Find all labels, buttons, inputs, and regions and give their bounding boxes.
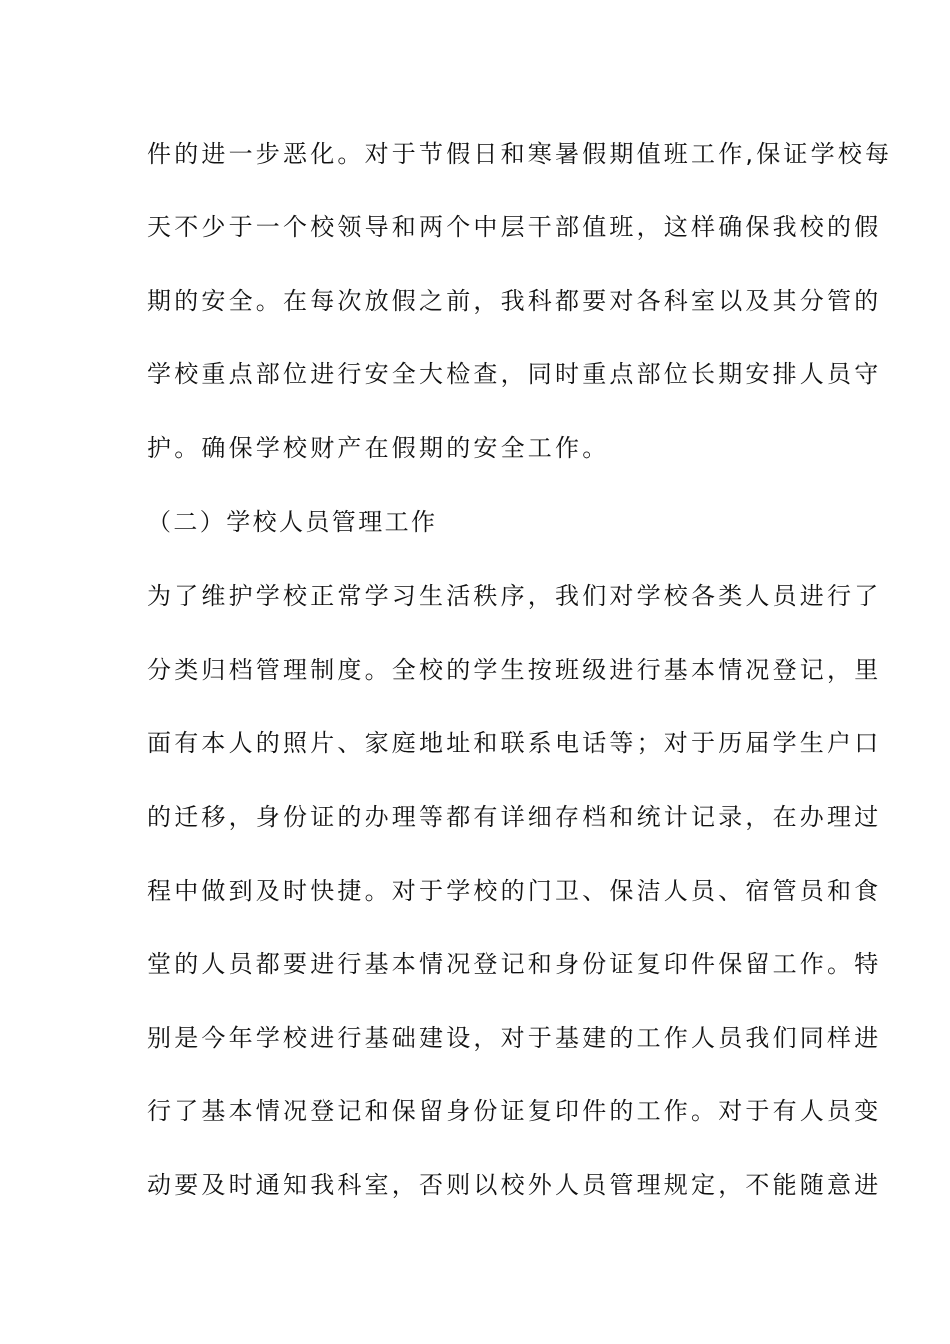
paragraph-line: 件的进一步恶化。对于节假日和寒暑假期值班工作,保证学校每	[147, 140, 893, 168]
paragraph-line: 行了基本情况登记和保留身份证复印件的工作。对于有人员变	[147, 1097, 882, 1125]
paragraph-line: 分类归档管理制度。全校的学生按班级进行基本情况登记，里	[147, 656, 882, 684]
paragraph-line: 护。确保学校财产在假期的安全工作。	[147, 434, 610, 462]
section-heading: （二）学校人员管理工作	[147, 508, 438, 536]
paragraph-line: 堂的人员都要进行基本情况登记和身份证复印件保留工作。特	[147, 950, 882, 978]
paragraph-line: 学校重点部位进行安全大检查，同时重点部位长期安排人员守	[147, 360, 882, 388]
paragraph-line: 天不少于一个校领导和两个中层干部值班，这样确保我校的假	[147, 213, 882, 241]
paragraph-line: 别是今年学校进行基础建设，对于基建的工作人员我们同样进	[147, 1024, 882, 1052]
paragraph-line: 程中做到及时快捷。对于学校的门卫、保洁人员、宿管员和食	[147, 877, 882, 905]
paragraph-line: 动要及时通知我科室，否则以校外人员管理规定，不能随意进	[147, 1171, 882, 1199]
paragraph-line: 期的安全。在每次放假之前，我科都要对各科室以及其分管的	[147, 287, 882, 315]
paragraph-line: 的迁移，身份证的办理等都有详细存档和统计记录，在办理过	[147, 803, 882, 831]
paragraph-line: 面有本人的照片、家庭地址和联系电话等；对于历届学生户口	[147, 729, 882, 757]
paragraph-line: 为了维护学校正常学习生活秩序，我们对学校各类人员进行了	[147, 582, 882, 610]
